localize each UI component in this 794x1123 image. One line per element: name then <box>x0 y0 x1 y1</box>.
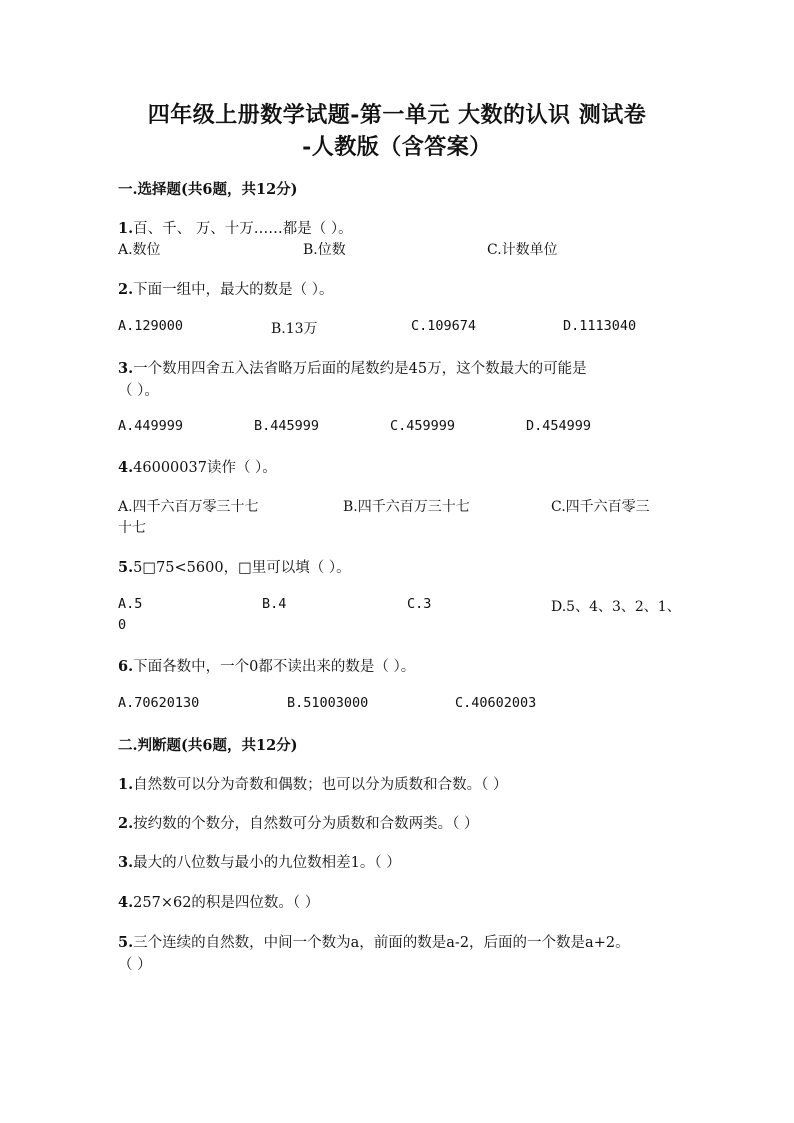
page-title-line2: -人教版（含答案） <box>302 134 492 160</box>
option-c-continued: 十七 <box>118 520 146 536</box>
question-text: 5□75<5600，□里可以填（ ）。 <box>133 560 351 576</box>
question-3-continued: （ ）。 <box>118 383 159 399</box>
option-c: C.四千六百零三 <box>551 499 650 515</box>
question-text: 百、千、 万、十万……都是（ ）。 <box>133 221 353 237</box>
question-number: 5. <box>118 934 134 951</box>
option-a: A.129000 <box>118 318 184 334</box>
question-text: 自然数可以分为奇数和偶数；也可以分为质数和合数。（ ） <box>133 777 508 793</box>
question-2 <box>118 278 334 299</box>
option-c: C.3 <box>407 596 432 612</box>
question-5 <box>118 556 351 577</box>
page-title-line1: 四年级上册数学试题-第一单元 大数的认识 测试卷 <box>147 102 647 128</box>
option-c: C.109674 <box>411 318 477 334</box>
option-b: B.位数 <box>303 242 346 258</box>
option-a: A.四千六百万零三十七 <box>118 499 259 515</box>
option-a: A.5 <box>118 596 143 612</box>
question-number: 3. <box>118 854 134 871</box>
question-number: 5. <box>118 559 134 576</box>
question-text: 46000037读作（ ）。 <box>133 460 277 476</box>
question-text: 按约数的个数分，自然数可分为质数和合数两类。（ ） <box>133 816 479 832</box>
judgement-5 <box>118 931 630 952</box>
option-d: D.1113040 <box>563 318 637 334</box>
option-d: D.5、4、3、2、1、 <box>551 599 681 615</box>
option-d-continued: 0 <box>118 617 127 633</box>
question-text: 257×62的积是四位数。（ ） <box>133 895 320 911</box>
section-heading-choice: 一.选择题(共6题，共12分) <box>118 181 298 198</box>
judgement-4 <box>118 891 319 912</box>
question-number: 2. <box>118 815 134 832</box>
question-3 <box>118 357 587 378</box>
option-b: B.四千六百万三十七 <box>343 499 470 515</box>
option-b: B.51003000 <box>287 695 369 711</box>
option-c: C.计数单位 <box>487 242 558 258</box>
judgement-5-continued: （ ） <box>118 957 152 973</box>
question-text: 三个连续的自然数，中间一个数为a，前面的数是a-2，后面的一个数是a+2。 <box>133 935 630 951</box>
judgement-2 <box>118 812 479 833</box>
question-text: 下面一组中，最大的数是（ ）。 <box>133 282 334 298</box>
question-text: 一个数用四舍五入法省略万后面的尾数约是45万，这个数最大的可能是 <box>133 361 587 377</box>
question-number: 6. <box>118 658 134 675</box>
option-a: A.数位 <box>118 242 161 258</box>
question-1 <box>118 217 353 238</box>
question-4 <box>118 456 277 477</box>
question-number: 4. <box>118 459 134 476</box>
option-c: C.459999 <box>390 418 456 434</box>
option-d: D.454999 <box>526 418 592 434</box>
question-text: 下面各数中，一个0都不读出来的数是（ ）。 <box>133 659 416 675</box>
question-number: 1. <box>118 220 134 237</box>
question-number: 4. <box>118 894 134 911</box>
option-c: C.40602003 <box>455 695 537 711</box>
judgement-3 <box>118 851 401 872</box>
question-number: 2. <box>118 281 134 298</box>
judgement-1 <box>118 773 508 794</box>
option-b: B.13万 <box>271 321 318 337</box>
question-text: 最大的八位数与最小的九位数相差1。（ ） <box>133 855 401 871</box>
option-b: B.4 <box>262 596 287 612</box>
question-number: 1. <box>118 776 134 793</box>
question-number: 3. <box>118 360 134 377</box>
option-b: B.445999 <box>254 418 320 434</box>
option-a: A.449999 <box>118 418 184 434</box>
option-a: A.70620130 <box>118 695 200 711</box>
question-6 <box>118 655 415 676</box>
section-heading-judgement: 二.判断题(共6题，共12分) <box>118 737 298 754</box>
